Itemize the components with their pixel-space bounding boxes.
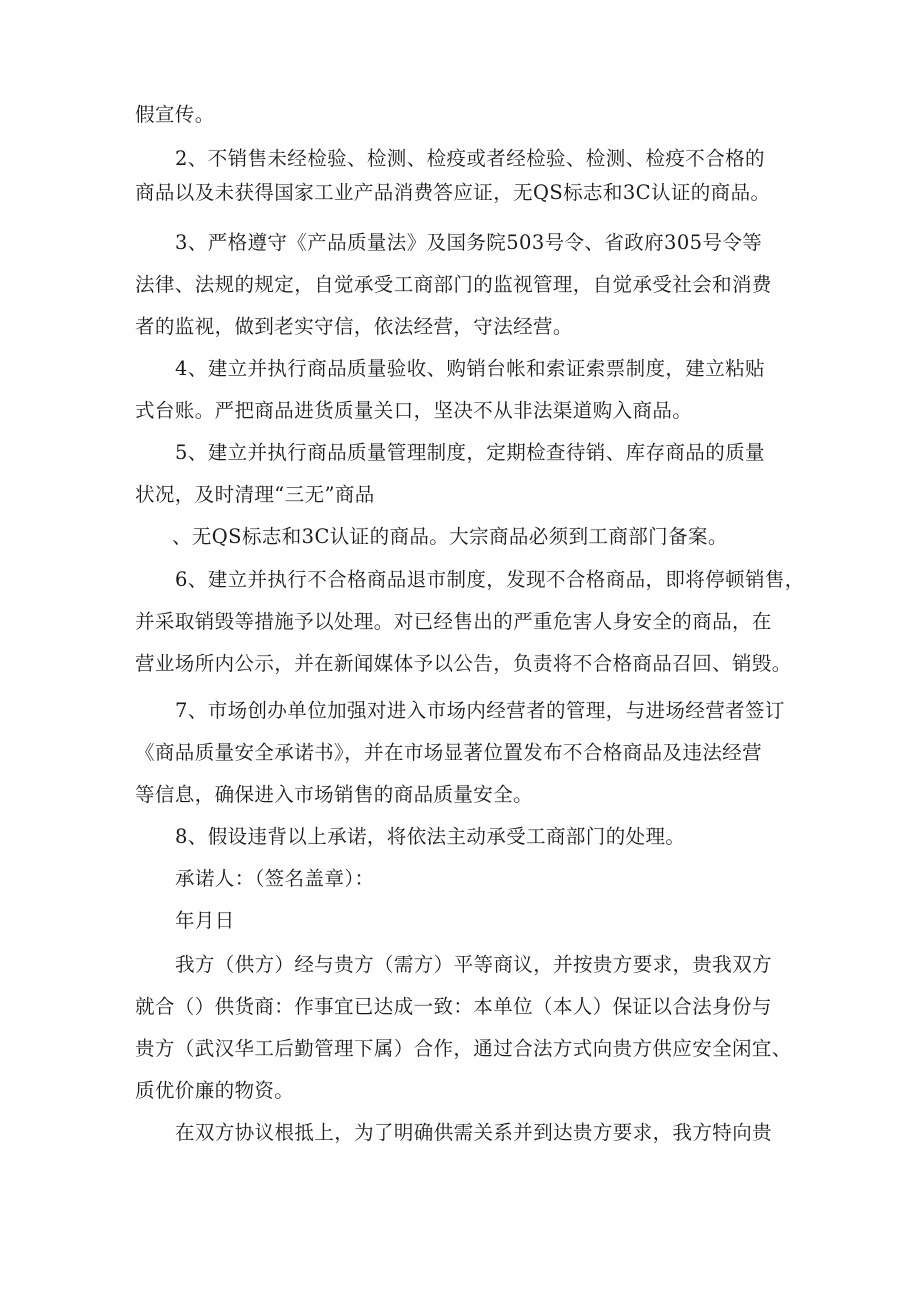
clause-7-line-2: 《商品质量安全承诺书》，并在市场显著位置发布不合格商品及违法经营: [135, 741, 763, 764]
clause-6-line-1: 6、建立并执行不合格商品退市制度，发现不合格商品，即将停顿销售，: [175, 568, 805, 591]
clause-7-line-1: 7、市场创办单位加强对进入市场内经营者的管理，与进场经营者签订: [175, 699, 785, 722]
supplier-paragraph-line-1: 我方（供方）经与贵方（需方）平等商议，并按贵方要求，贵我双方: [175, 953, 773, 976]
clause-5-line-3: 、无QS标志和3C认证的商品。大宗商品必须到工商部门备案。: [172, 525, 728, 548]
signatory-label: 承诺人：（签名盖章）：: [175, 867, 375, 890]
clause-7-line-3: 等信息，确保进入市场销售的商品质量安全。: [135, 783, 534, 806]
clause-5-line-2: 状况，及时清理“三无”商品: [135, 483, 375, 506]
clause-5-line-1: 5、建立并执行商品质量管理制度，定期检查待销、库存商品的质量: [175, 441, 765, 464]
clause-4-line-2: 式台账。严把商品进货质量关口，坚决不从非法渠道购入商品。: [135, 399, 693, 422]
clause-3-line-2: 法律、法规的规定，自觉承受工商部门的监视管理，自觉承受社会和消费: [135, 273, 772, 296]
text-line: 假宣传。: [135, 103, 215, 126]
clause-2-line-1: 2、不销售未经检验、检测、检疫或者经检验、检测、检疫不合格的: [175, 147, 765, 170]
clause-6-line-3: 营业场所内公示，并在新闻媒体予以公告，负责将不合格商品召回、销毁。: [135, 652, 792, 675]
supplier-paragraph-line-2: 就合（）供货商：作事宜已达成一致：本单位（本人）保证以合法身份与: [135, 995, 772, 1018]
clause-6-line-2: 并采取销毁等措施予以处理。对已经售出的严重危害人身安全的商品，在: [135, 610, 772, 633]
supplier-paragraph-line-3: 贵方（武汉华工后勤管理下属）合作，通过合法方式向贵方供应安全闲宜、: [135, 1037, 792, 1060]
clause-3-line-3: 者的监视，做到老实守信，依法经营，守法经营。: [135, 315, 573, 338]
clause-4-line-1: 4、建立并执行商品质量验收、购销台帐和索证索票制度，建立粘贴: [175, 357, 765, 380]
clause-8-line-1: 8、假设违背以上承诺，将依法主动承受工商部门的处理。: [175, 825, 686, 848]
date-label: 年月日: [175, 909, 235, 932]
clause-2-line-2: 商品以及未获得国家工业产品消费答应证，无QS标志和3C认证的商品。: [135, 181, 771, 204]
clause-3-line-1: 3、严格遵守《产品质量法》及国务院503号令、省政府305号令等: [175, 231, 763, 254]
supplier-paragraph-line-4: 质优价廉的物资。: [135, 1079, 295, 1102]
final-paragraph-line-1: 在双方协议根抵上，为了明确供需关系并到达贵方要求，我方特向贵: [175, 1121, 773, 1144]
